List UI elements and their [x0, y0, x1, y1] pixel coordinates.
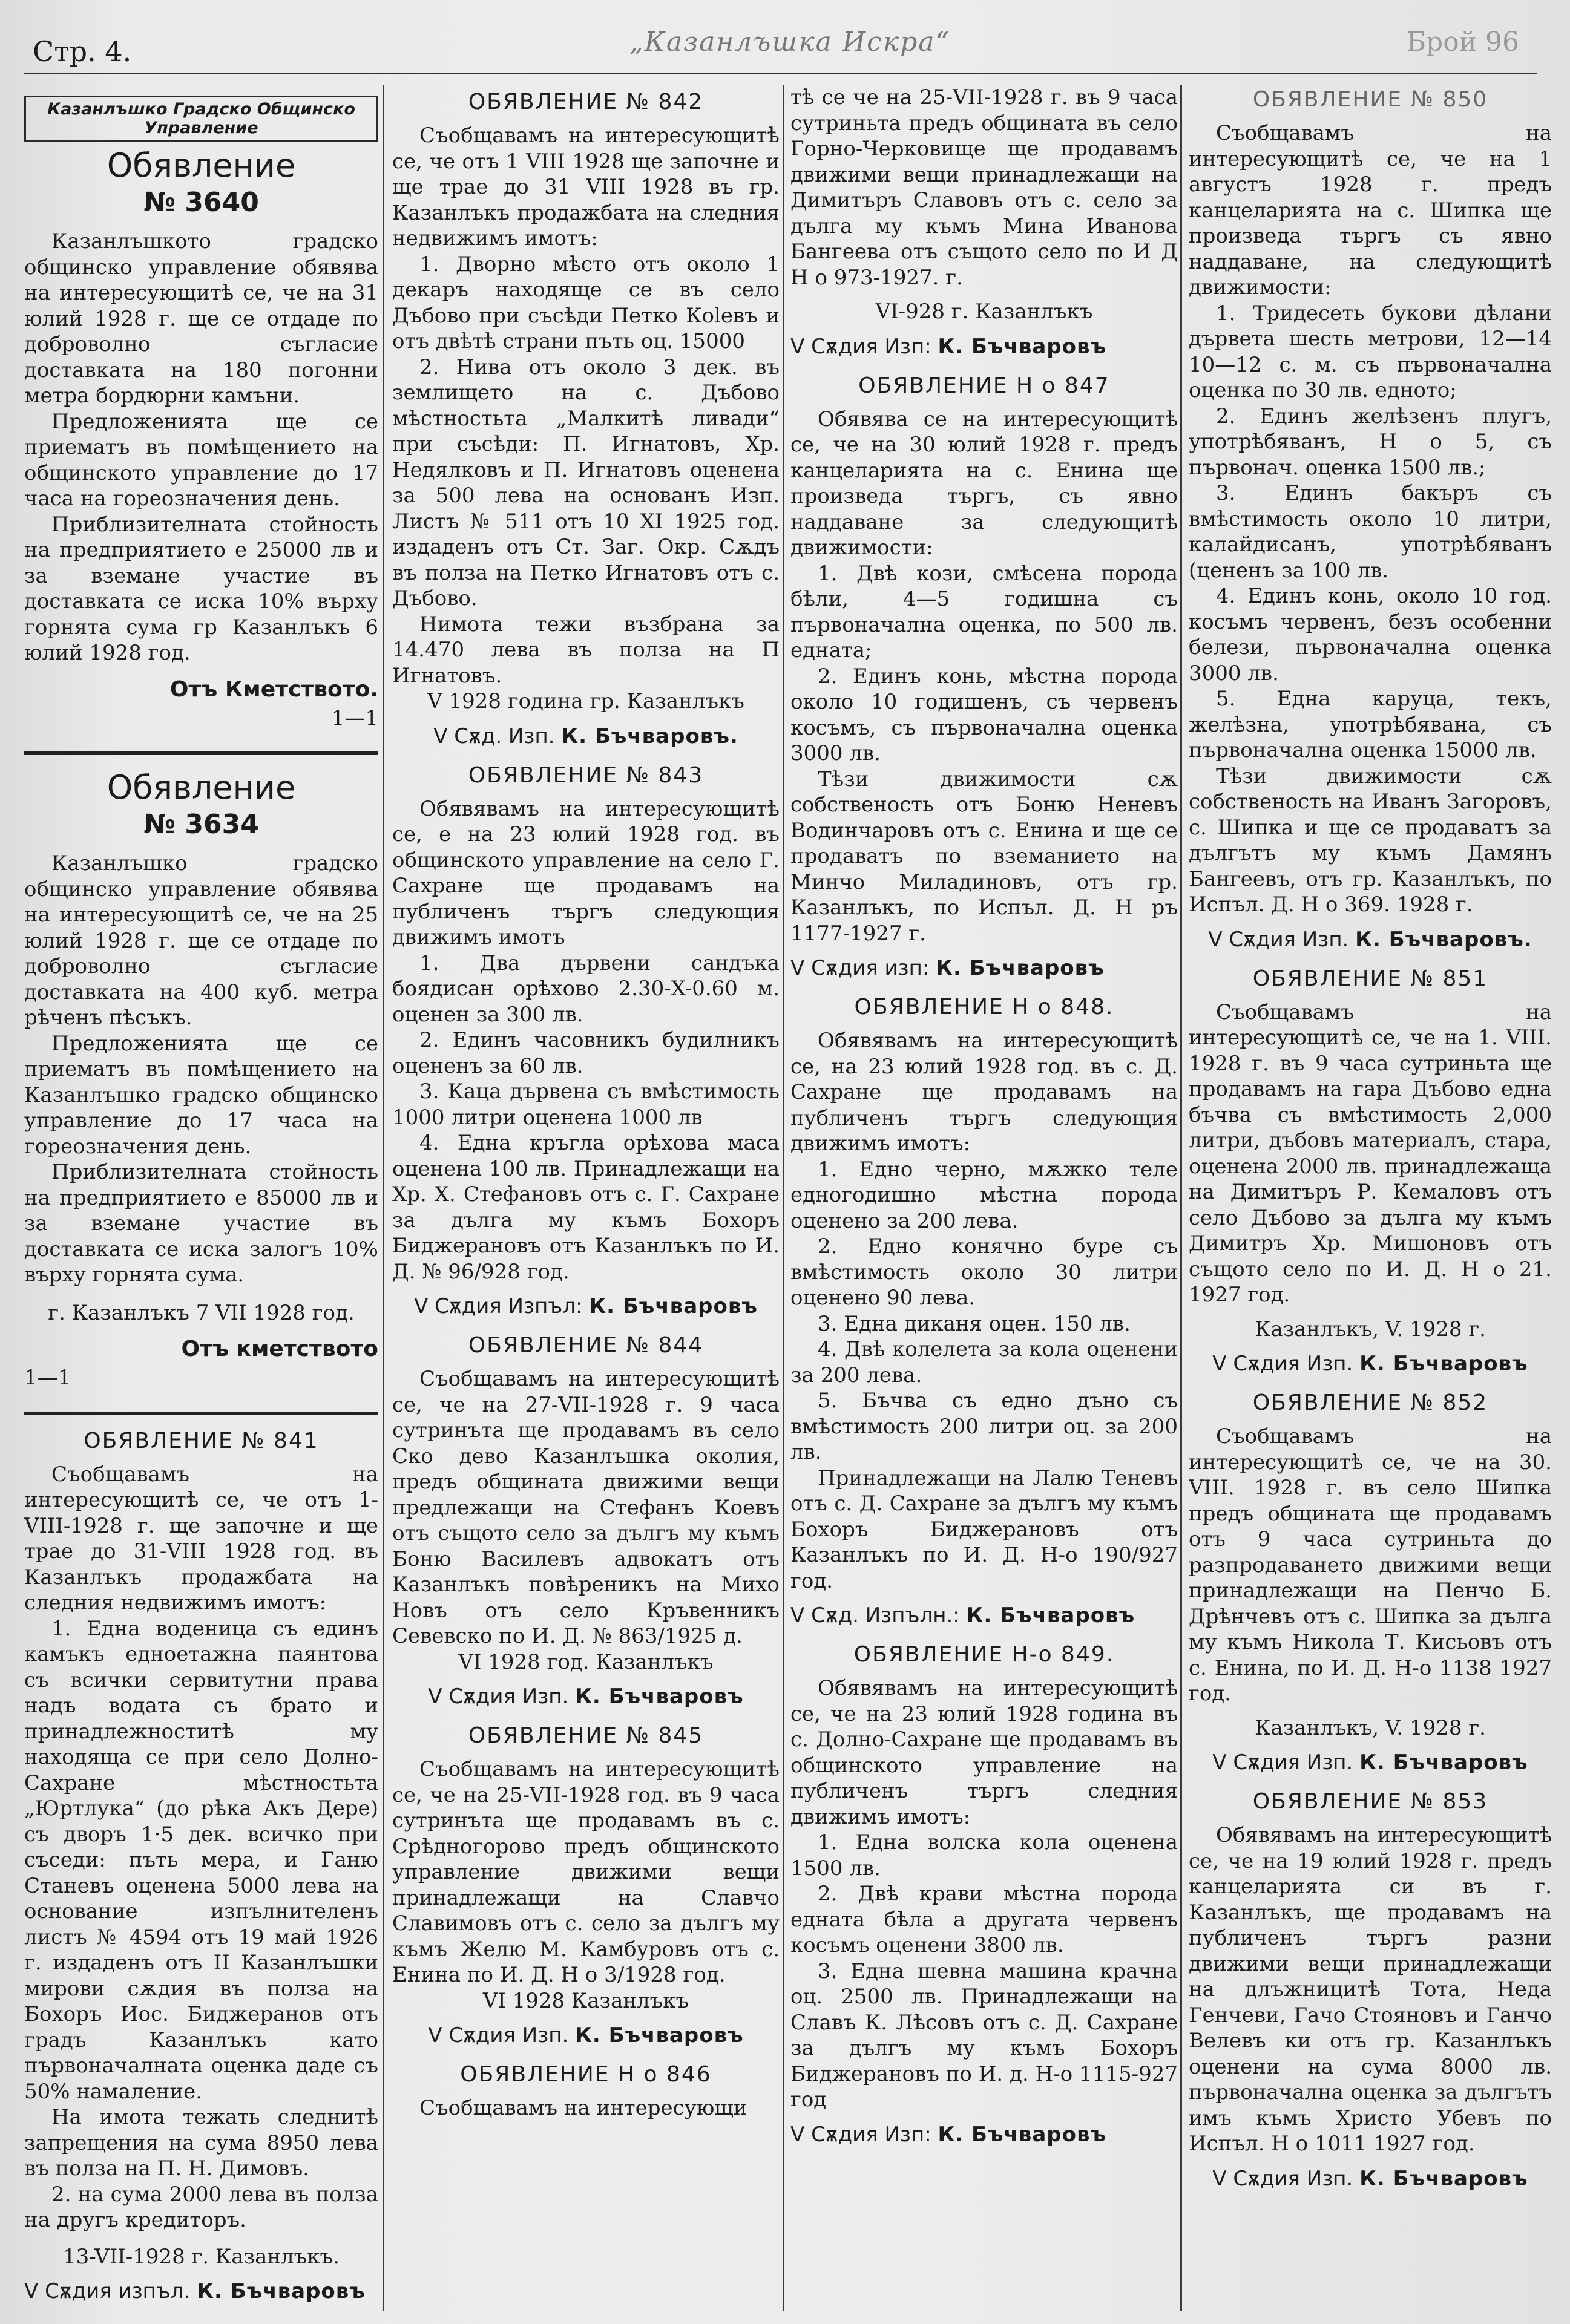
- column-1: [24, 85, 378, 2317]
- notice-paragraph: 5. Бъчва съ едно дъно съ вмѣстимость 200 литри оц. за 200 лв.: [790, 1389, 1178, 1464]
- signature-name: К. Бъчваровъ: [938, 334, 1107, 359]
- signature-role: V Сѫдия Изпъл:: [414, 1294, 583, 1318]
- column-divider: [383, 85, 384, 2311]
- notice-paragraph: 1. Едно черно, мѫжко теле едногодишно мѣстна порода оценено за 200 лева.: [790, 1157, 1178, 1233]
- notice-849: [790, 1642, 1178, 2148]
- notice-number: № 3634: [143, 809, 259, 840]
- notice-continued: [790, 85, 1178, 360]
- notice-signature: Отъ Кметството.: [169, 676, 378, 702]
- notice-signature: [24, 2278, 378, 2305]
- notice-paragraph: 2. Единъ желѣзенъ плугъ, употрѣбяванъ, Н о 5, съ първонач. оценка 1500 лв.;: [1189, 404, 1552, 480]
- notice-date: 13-VII-1928 г. Казанлъкъ.: [63, 2244, 340, 2269]
- notice-paragraph: Съобщавамъ на интересующи: [419, 2096, 747, 2120]
- notice-title: ОБЯВЛЕНИЕ Н о 846: [460, 2062, 712, 2087]
- notice-date: г. Казанлъкъ 7 VII 1928 год.: [48, 1300, 355, 1325]
- signature-role: V Сѫдия Изп:: [790, 2122, 931, 2147]
- notice-number: № 3640: [143, 187, 259, 218]
- notice-paragraph: Обявява се на интересующитѣ се, че на 30 юлий 1928 г. предъ канцеларията на с. Енина ще произведа търгъ, съ явно наддаване за следующитѣ движимости:: [790, 407, 1178, 560]
- column-4: [1189, 85, 1552, 2317]
- notice-signature: [392, 723, 780, 750]
- signature-role: V Сѫдия Изп:: [790, 334, 931, 359]
- notice-title: ОБЯВЛЕНИЕ № 850: [1252, 87, 1488, 112]
- notice-paragraph: Съобщавамъ на интересующитѣ се, че на 27-VII-1928 г. 9 часа сутринъта ще продавамъ въ село Ско дево Казанлъшка околия, предъ общината движими вещи предлежащи на Стефанъ Коевъ отъ същото село за дългъ му къмъ Боню Василевъ адвокатъ отъ Казанлъкъ повѣреникъ на Михо Новъ отъ село Кръвенникъ Севевско по И. Д. № 863/1925 д.: [392, 1367, 780, 1648]
- notice-title: ОБЯВЛЕНИЕ № 852: [1252, 1390, 1488, 1415]
- notice-paragraph: 3. Една шевна машина крачна оц. 2500 лв. Принадлежащи на Славъ К. Лѣсовъ отъ с. Д. Сахране за дългъ му къмъ Бохоръ Биджерановъ по И. д. Н-о 1115-927 год: [790, 1959, 1178, 2112]
- signature-name: К. Бъчваровъ: [575, 2023, 744, 2047]
- notice-paragraph: Обявявамъ на интересующитѣ се, че на 19 юлий 1928 г. предъ канцеларията си въ г. Казанлъкъ, ще продавамъ на публиченъ търгъ разни движими вещи принадлежащи на длъжницитѣ Тота, Неда Генчеви, Гачо Стояновъ и Ганчо Велевъ ки отъ гр. Казанлъкъ оценени на сума 8000 лв. първоначална оценка за дългътъ имъ къмъ Христо Убевъ по Испъл. Н о 1011 1927 год.: [1189, 1823, 1552, 2156]
- signature-role: V Сѫдия Изп.: [428, 2023, 569, 2047]
- notice-850: [1189, 87, 1552, 953]
- notice-signature: [1189, 1749, 1552, 1776]
- notice-847: [790, 373, 1178, 982]
- notice-paragraph: Казанлъшкото градско общинско управление обявява на интересующитѣ се, че на 31 юлий 1928 г. ще се отдаде по доброволно съгласие доставката на 180 погонни метра бордюрни камъни.: [24, 229, 378, 408]
- notice-code: 1—1: [24, 1366, 71, 1390]
- signature-role: V Сѫд. Изпълн.:: [790, 1603, 960, 1628]
- notice-title: ОБЯВЛЕНИЕ № 844: [468, 1333, 704, 1358]
- notice-date: VI-928 г. Казанлъкъ: [875, 300, 1093, 324]
- notice-date: Казанлъкъ, V. 1928 г.: [1255, 1317, 1486, 1341]
- issue-number: Брой 96: [1406, 27, 1519, 57]
- notice-title: Обявление: [107, 768, 296, 807]
- notice-title: ОБЯВЛЕНИЕ № 845: [468, 1723, 704, 1748]
- notice-paragraph: Приблизителната стойность на предприятието е 85000 лв и за вземане участие въ доставката се иска залогъ 10% върху горнята сума.: [24, 1160, 378, 1287]
- notice-date: VI 1928 год. Казанлъкъ: [458, 1649, 714, 1674]
- notice-paragraph: 1. Тридесеть букови дѣлани дървета шесть метрови, 12—14 10—12 с. м. съ първоначална оценка по 30 лв. едното;: [1189, 301, 1552, 402]
- signature-role: V Сѫдия Изп.: [1212, 1750, 1353, 1775]
- notice-842: [392, 90, 780, 750]
- notice-841: [24, 1429, 378, 2305]
- notice-signature: [1189, 2165, 1552, 2192]
- notice-paragraph: 1. Двѣ кози, смѣсена порода бѣли, 4—5 годишна съ първоначална оценка, по 500 лв. едната;: [790, 561, 1178, 663]
- notice-signature: [790, 2121, 1178, 2148]
- notice-paragraph: Нимота тежи възбрана за 14.470 лева въ полза на П Игнатовъ.: [392, 612, 780, 688]
- notice-844: [392, 1333, 780, 1710]
- signature-name: К. Бъчваровъ.: [1355, 927, 1532, 952]
- notice-signature: [392, 1683, 780, 1710]
- notice-paragraph: 2. Единъ конь, мѣстна порода около 10 годишенъ, съ червенъ косъмъ, съ първоначална оценка 3000 лв.: [790, 664, 1178, 765]
- notice-paragraph: 2. Едно конячно буре съ вмѣстимость около 30 литри оценено 90 лева.: [790, 1234, 1178, 1310]
- notice-paragraph: 1. Една воденица съ единъ камъкъ едноетажна паянтова съ всички сервитутни права надъ водата съ брато и принадлежноститѣ му находяща се при село Долно-Сахране мѣстностьта „Юртлука“ (до рѣка Акъ Дере) съ дворъ 1·5 дек. всичко при съседи: пъть мера, и Ганю Станевъ оценена 5000 лева на основание изпълнителенъ листъ № 4594 отъ 19 май 1926 г. издаденъ отъ II Казанлъшки мирови сѫдия въ полза на Бохоръ Иос. Биджеранов отъ градъ Казанлъкъ като първоначалната оценка даде съ 50% намаление.: [24, 1616, 378, 2104]
- page-number: Стр. 4.: [33, 35, 132, 68]
- signature-role: V Сѫд. Изп.: [433, 724, 555, 748]
- notice-paragraph: Тѣзи движимости сѫ собственость отъ Боню Неневъ Водинчаровъ отъ с. Енина и ще се продаватъ по вземанието на Минчо Миладиновъ, отъ гр. Казанлъкъ, по Испъл. Д. Н ръ 1177-1927 г.: [790, 767, 1178, 946]
- notice-signature: [790, 333, 1178, 360]
- signature-role: V Сѫдия Изп.: [1212, 1352, 1353, 1376]
- notice-title: ОБЯВЛЕНИЕ № 843: [468, 762, 704, 788]
- signature-name: К. Бъчваровъ: [1359, 1750, 1528, 1775]
- notice-paragraph: 2. на сума 2000 лева въ полза на другъ кредиторъ.: [24, 2182, 378, 2232]
- signature-name: К. Бъчваровъ: [938, 2122, 1107, 2147]
- notice-title: ОБЯВЛЕНИЕ № 851: [1252, 966, 1488, 991]
- notice-paragraph: Предложенията ще се приематъ въ помѣщението на общинското управление до 17 часа на гореозначения день.: [24, 409, 378, 511]
- notice-title: ОБЯВЛЕНИЕ Н-о 849.: [853, 1642, 1115, 1667]
- notice-paragraph: 2. Единъ часовникъ будилникъ оцененъ за 60 лв.: [392, 1028, 780, 1078]
- notice-846: [392, 2062, 780, 2121]
- signature-role: V Сѫдия Изп.: [428, 1684, 569, 1709]
- notice-paragraph: 5. Една каруца, текъ, желѣзна, употрѣбявана, съ първоначална оценка 15000 лв.: [1189, 687, 1552, 762]
- notice-848: [790, 995, 1178, 1629]
- notice-title: ОБЯВЛЕНИЕ № 853: [1252, 1789, 1488, 1814]
- notice-852: [1189, 1390, 1552, 1776]
- signature-name: К. Бъчваровъ: [1359, 2166, 1528, 2191]
- notice-title: ОБЯВЛЕНИЕ № 841: [84, 1428, 319, 1453]
- signature-name: К. Бъчваровъ: [589, 1294, 758, 1318]
- notice-paragraph: 3. Каца дървена съ вмѣстимость 1000 литри оценена 1000 лв: [392, 1079, 780, 1130]
- notice-paragraph: Съобщавамъ на интересующитѣ се, че на 25-VII-1928 год. въ 9 часа сутринъта ще продавамъ въ с. Срѣдногорово предъ общинското управление движими вещи принадлежащи на Славчо Славимовъ отъ с. село за дългъ му къмъ Желю М. Камбуровъ отъ с. Енина по И. Д. Н о 3/1928 год.: [392, 1757, 780, 1987]
- notice-date: Казанлъкъ, V. 1928 г.: [1255, 1715, 1486, 1740]
- notice-date: V 1928 година гр. Казанлъкъ: [427, 689, 744, 713]
- office-banner: Казанлъшко Градско Общинско Управление: [24, 96, 378, 142]
- notice-3640: [24, 146, 378, 731]
- notice-paragraph: 4. Една кръгла орѣхова маса оценена 100 лв. Принадлежащи на Хр. Х. Стефановъ отъ с. Г. Сахране за дълга му къмъ Бохоръ Биджерановъ отъ Казанлъкъ по И. Д. № 96/928 год.: [392, 1131, 780, 1284]
- signature-role: V Сѫдия Изп.: [1212, 2166, 1353, 2191]
- notice-paragraph: 4. Единъ конь, около 10 год. косъмъ червенъ, безъ особенни белези, първоначална оценка 3000 лв.: [1189, 584, 1552, 686]
- notice-paragraph: На имота тежать следнитѣ запрещения на сума 8950 лева въ полза на П. Н. Димовъ.: [24, 2105, 378, 2181]
- newspaper-title: „Казанлъшка Искра“: [629, 27, 950, 57]
- notice-851: [1189, 966, 1552, 1378]
- notice-paragraph: 1. Два дървени сандъка боядисан орѣхово 2.30-X-0.60 м. оценен за 300 лв.: [392, 951, 780, 1027]
- notice-paragraph: Обявявамъ на интересующитѣ се, на 23 юлий 1928 год. въ с. Д. Сахране ще продавамъ на публиченъ търгъ следующия движимъ имотъ:: [790, 1029, 1178, 1156]
- notice-title: ОБЯВЛЕНИЕ Н о 847: [858, 373, 1110, 398]
- notice-845: [392, 1723, 780, 2049]
- notice-signature: [392, 1293, 780, 1320]
- notice-title: ОБЯВЛЕНИЕ Н о 848.: [854, 995, 1114, 1020]
- notice-signature: Отъ кметството: [181, 1337, 378, 1361]
- notice-3634: [24, 768, 378, 1391]
- notice-paragraph: Съобщавамъ на интересующитѣ се, че на 1 августъ 1928 г. предъ канцеларията на с. Шипка ще произведа търгъ съ явно наддаване, на следующитѣ движимости:: [1189, 121, 1552, 300]
- notice-code: 1—1: [331, 705, 378, 730]
- section-divider: [24, 751, 378, 755]
- signature-role: V Сѫдия изп:: [790, 956, 930, 980]
- column-divider: [1180, 85, 1182, 2311]
- notice-paragraph: 1. Една волска кола оценена 1500 лв.: [790, 1830, 1178, 1880]
- notice-paragraph: Съобщавамъ на интересующитѣ се, че на 30. VIII. 1928 г. въ село Шипка предъ общината ще продавамъ отъ 9 часа сутриньта до разпродаването движими вещи принадлежащи на Пенчо Б. Дрѣнчевъ отъ с. Шипка за дълга му къмъ Никола Т. Кисьовъ отъ с. Енина, по И. Д. Н-о 1138 1927 год.: [1189, 1424, 1552, 1706]
- notice-signature: [790, 955, 1178, 981]
- notice-paragraph: 2. Нива отъ около 3 дек. въ землището на с. Дъбово мѣстностьта „Малкитѣ ливади“ при съсѣди: П. Игнатовъ, Хр. Недялковъ и П. Игнатовъ оценена за 500 лева на основанъ Изп. Листъ № 511 отъ 10 XI 1925 год. издаденъ отъ Ст. Заг. Окр. Сѫдъ въ полза на Петко Игнатовъ отъ с. Дъбово.: [392, 355, 780, 610]
- notice-paragraph: тѣ се че на 25-VII-1928 г. въ 9 часа сутриньта предъ общината въ село Горно-Черковище ще продавамъ движими вещи принадлежащи на Димитъръ Славовъ отъ с. село за дълга му къмъ Мина Иванова Бангеева отъ същото село по И Д Н о 973-1927. г.: [790, 85, 1178, 290]
- signature-name: К. Бъчваровъ: [575, 1684, 744, 1709]
- notice-paragraph: Принадлежащи на Лалю Теневъ отъ с. Д. Сахране за дългъ му къмъ Бохоръ Биджерановъ отъ Казанлъкъ по И. Д. Н-о 190/927 год.: [790, 1465, 1178, 1593]
- column-divider: [783, 85, 784, 2311]
- notice-paragraph: Предложенията ще се приематъ въ помѣщението на Казанлъшко градско общинско управление до 17 часа на гореозначения день.: [24, 1031, 378, 1159]
- notice-date: VI 1928 Казанлъкъ: [482, 1988, 689, 2013]
- notice-title: Обявление: [107, 146, 296, 185]
- notice-signature: [1189, 926, 1552, 953]
- notice-signature: [790, 1602, 1178, 1629]
- notice-paragraph: Съобщавамъ на интересующитѣ се, че отъ 1-VIII-1928 г. ще започне и ще трае до 31-VIII 1928 год. въ Казанлъкъ продажбата на следния недвижимъ имотъ:: [24, 1462, 378, 1615]
- signature-name: К. Бъчваровъ: [1359, 1352, 1528, 1376]
- signature-name: К. Бъчваровъ: [936, 956, 1105, 980]
- column-2: [392, 85, 780, 2317]
- notice-paragraph: 2. Двѣ крави мѣстна порода едната бѣла а другата червенъ косъмъ оценени 3800 лв.: [790, 1882, 1178, 1957]
- notice-signature: [392, 2022, 780, 2049]
- notice-paragraph: 4. Двѣ колелета за кола оценени за 200 лева.: [790, 1337, 1178, 1387]
- signature-name: К. Бъчваровъ: [966, 1603, 1135, 1628]
- notice-paragraph: 3. Една диканя оцен. 150 лв.: [818, 1311, 1131, 1336]
- notice-paragraph: 3. Единъ бакъръ съ вмѣстимость около 10 литри, калайдисанъ, употрѣбяванъ (цененъ за 100 лв.: [1189, 481, 1552, 583]
- notice-title: ОБЯВЛЕНИЕ № 842: [468, 90, 704, 114]
- signature-role: V Сѫдия изпъл.: [24, 2279, 191, 2303]
- notice-paragraph: Обявявамъ на интересующитѣ се, е на 23 юлий 1928 год. въ общинското управление на село Г. Сахране ще продавамъ на публиченъ търгъ следующия движимъ имотъ: [392, 796, 780, 949]
- notice-paragraph: Съобщавамъ на интересующитѣ се, че на 1. VIII. 1928 г. въ 9 часа сутриньта ще продавамъ на гара Дъбово една бъчва съ вмѣстимость 2,000 литри, дъбовъ материалъ, стара, оценена 2000 лв. принадлежаща на Димитъръ Р. Кемаловъ отъ село Дъбово за дълга му къмъ Димитръ Хр. Мишоновъ отъ същото село по И. Д. Н о 21. 1927 год.: [1189, 1000, 1552, 1307]
- notice-paragraph: Казанлъшко градско общинско управление обявява на интересующитѣ се, че на 25 юлий 1928 г. ще се отдаде по доброволно съгласие доставката на 400 куб. метра рѣченъ пѣсъкъ.: [24, 851, 378, 1030]
- notice-843: [392, 763, 780, 1320]
- notice-853: [1189, 1789, 1552, 2192]
- signature-name: К. Бъчваровъ.: [561, 724, 738, 748]
- page-header: [24, 24, 1537, 74]
- notice-paragraph: 1. Дворно мѣсто отъ около 1 декаръ находяще се въ село Дъбово при съсѣди Петко Коlевъ и отъ двѣтѣ страни пъть оц. 15000: [392, 252, 780, 353]
- notice-signature: [1189, 1350, 1552, 1377]
- notice-paragraph: Приблизителната стойность на предприятието е 25000 лв и за вземане участие въ доставката се иска 10% върху горнята сума гр Казанлъкъ 6 юлий 1928 год.: [24, 512, 378, 665]
- notice-paragraph: Тѣзи движимости сѫ собственость на Иванъ Загоровъ, с. Шипка и ще се продаватъ за дългътъ му къмъ Дамянъ Бангеевъ, отъ гр. Казанлъкъ, по Испъл. Д. Н о 369. 1928 г.: [1189, 764, 1552, 917]
- column-3: [790, 85, 1178, 2317]
- signature-name: К. Бъчваровъ: [197, 2279, 366, 2303]
- notice-paragraph: Обявявамъ на интересующитѣ се, че на 23 юлий 1928 година въ с. Долно-Сахране ще продавамъ въ общинското управление на публиченъ търгъ следния движимъ имотъ:: [790, 1676, 1178, 1829]
- notice-paragraph: Съобщавамъ на интересующитѣ се, че отъ 1 VIII 1928 ще започне и ще трае до 31 VIII 1928 въ гр. Казанлъкъ продажбата на следния недвижимъ имотъ:: [392, 123, 780, 250]
- signature-role: V Сѫдия Изп.: [1208, 927, 1349, 952]
- section-divider: [24, 1412, 378, 1415]
